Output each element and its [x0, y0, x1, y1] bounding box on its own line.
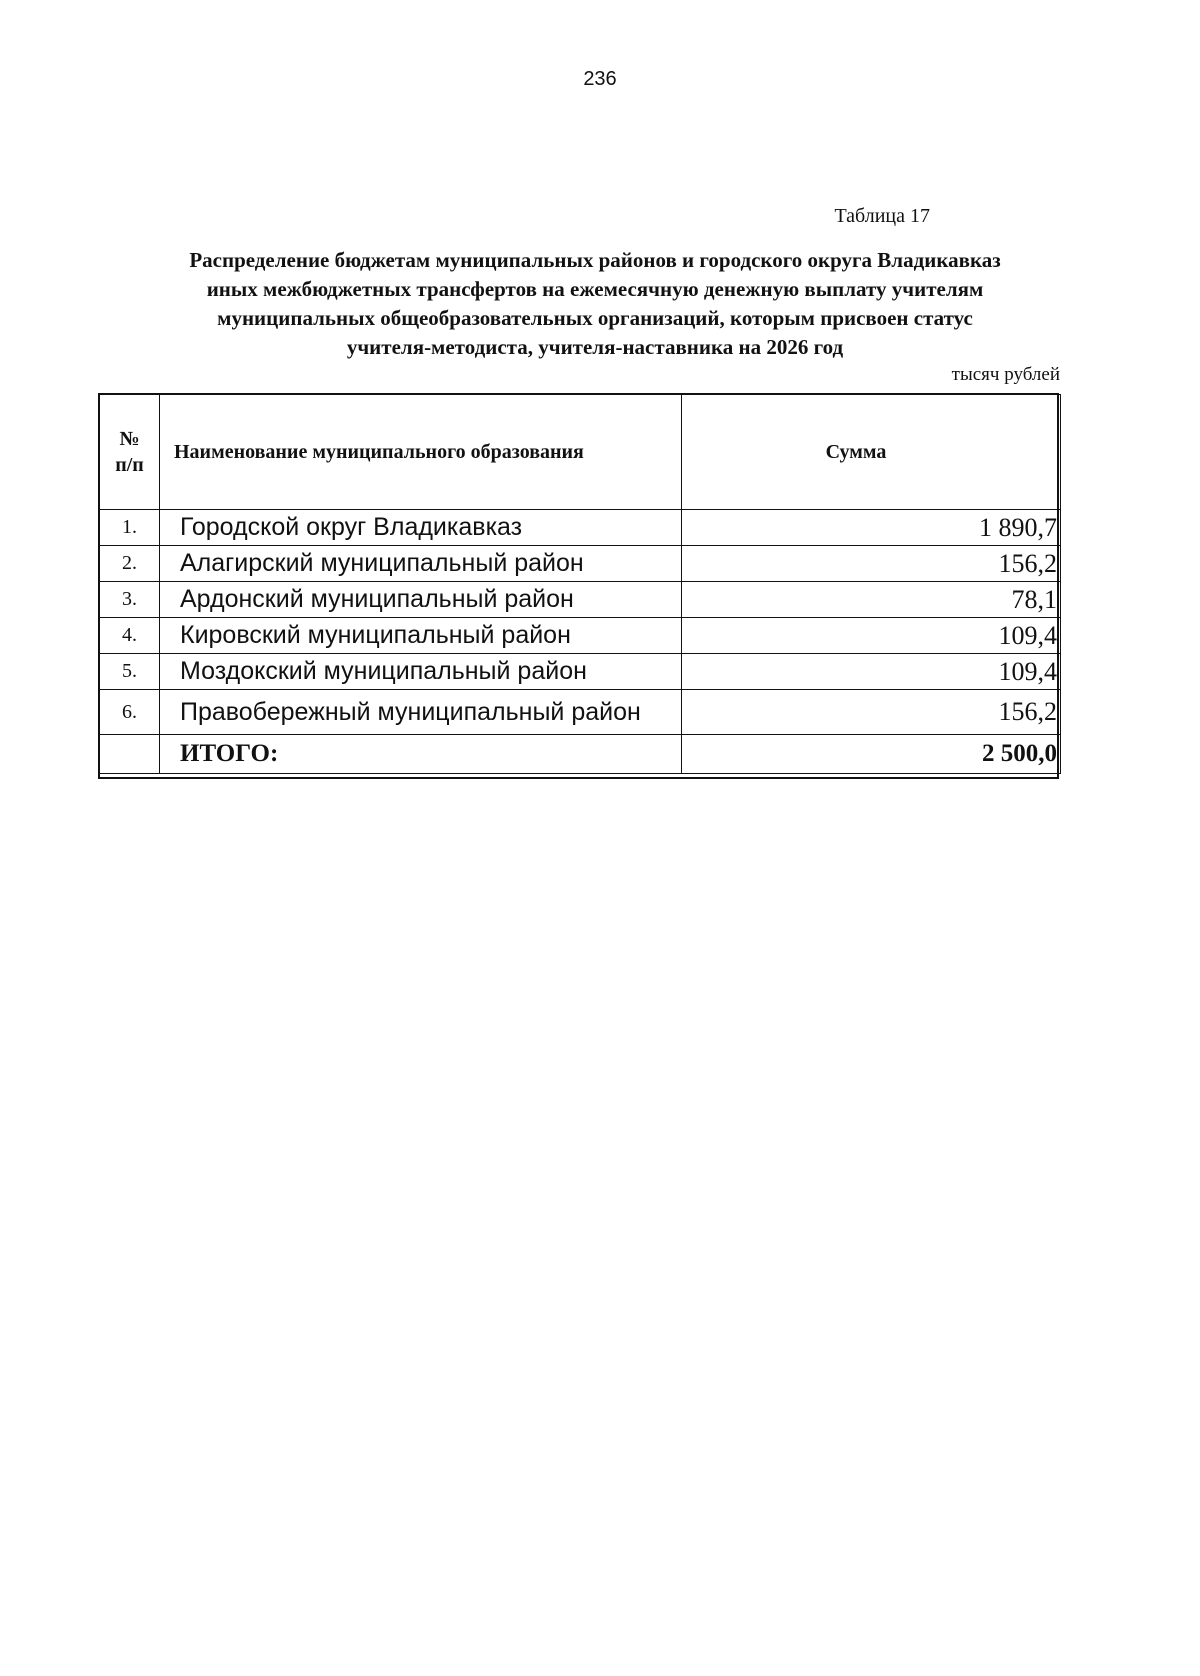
- row-number: 4.: [100, 618, 160, 654]
- document-title: [90, 246, 1100, 362]
- table-row: [100, 690, 1061, 735]
- total-sum: 2 500,0: [682, 735, 1061, 774]
- row-sum: 1 890,7: [682, 510, 1061, 546]
- header-number-line2: п/п: [115, 454, 144, 476]
- budget-table: [99, 394, 1061, 774]
- table-row: [100, 546, 1061, 582]
- row-name: Моздокский муниципальный район: [160, 654, 682, 690]
- table-row: [100, 654, 1061, 690]
- row-name: Городской округ Владикавказ: [160, 510, 682, 546]
- header-number-line1: №: [119, 428, 140, 450]
- row-name: Правобережный муниципальный район: [160, 690, 682, 735]
- table-row: [100, 582, 1061, 618]
- header-sum: Сумма: [682, 395, 1061, 510]
- table-row: [100, 510, 1061, 546]
- total-row: [100, 735, 1061, 774]
- row-number: 3.: [100, 582, 160, 618]
- header-name: Наименование муниципального образования: [160, 395, 682, 510]
- row-sum: 109,4: [682, 654, 1061, 690]
- page-number: 236: [583, 68, 617, 90]
- row-sum: 156,2: [682, 546, 1061, 582]
- title-line: муниципальных общеобразовательных организаций, которым присвоен статус: [217, 306, 973, 330]
- table-label: Таблица 17: [834, 205, 930, 227]
- row-number: 2.: [100, 546, 160, 582]
- row-name: Ардонский муниципальный район: [160, 582, 682, 618]
- units-label: тысяч рублей: [951, 364, 1060, 385]
- total-label: ИТОГО:: [160, 735, 682, 774]
- row-sum: 109,4: [682, 618, 1061, 654]
- title-line: иных межбюджетных трансфертов на ежемесячную денежную выплату учителям: [206, 277, 984, 301]
- row-name: Алагирский муниципальный район: [160, 546, 682, 582]
- row-number: 1.: [100, 510, 160, 546]
- row-name: Кировский муниципальный район: [160, 618, 682, 654]
- table-row: [100, 618, 1061, 654]
- row-sum: 78,1: [682, 582, 1061, 618]
- title-line: Распределение бюджетам муниципальных районов и городского округа Владикавказ: [189, 248, 1001, 272]
- title-line: учителя-методиста, учителя-наставника на 2026 год: [346, 335, 844, 359]
- total-number: [100, 735, 160, 774]
- row-number: 6.: [100, 690, 160, 735]
- row-sum: 156,2: [682, 690, 1061, 735]
- row-number: 5.: [100, 654, 160, 690]
- table-header-row: [100, 395, 1061, 510]
- header-number: [100, 395, 160, 510]
